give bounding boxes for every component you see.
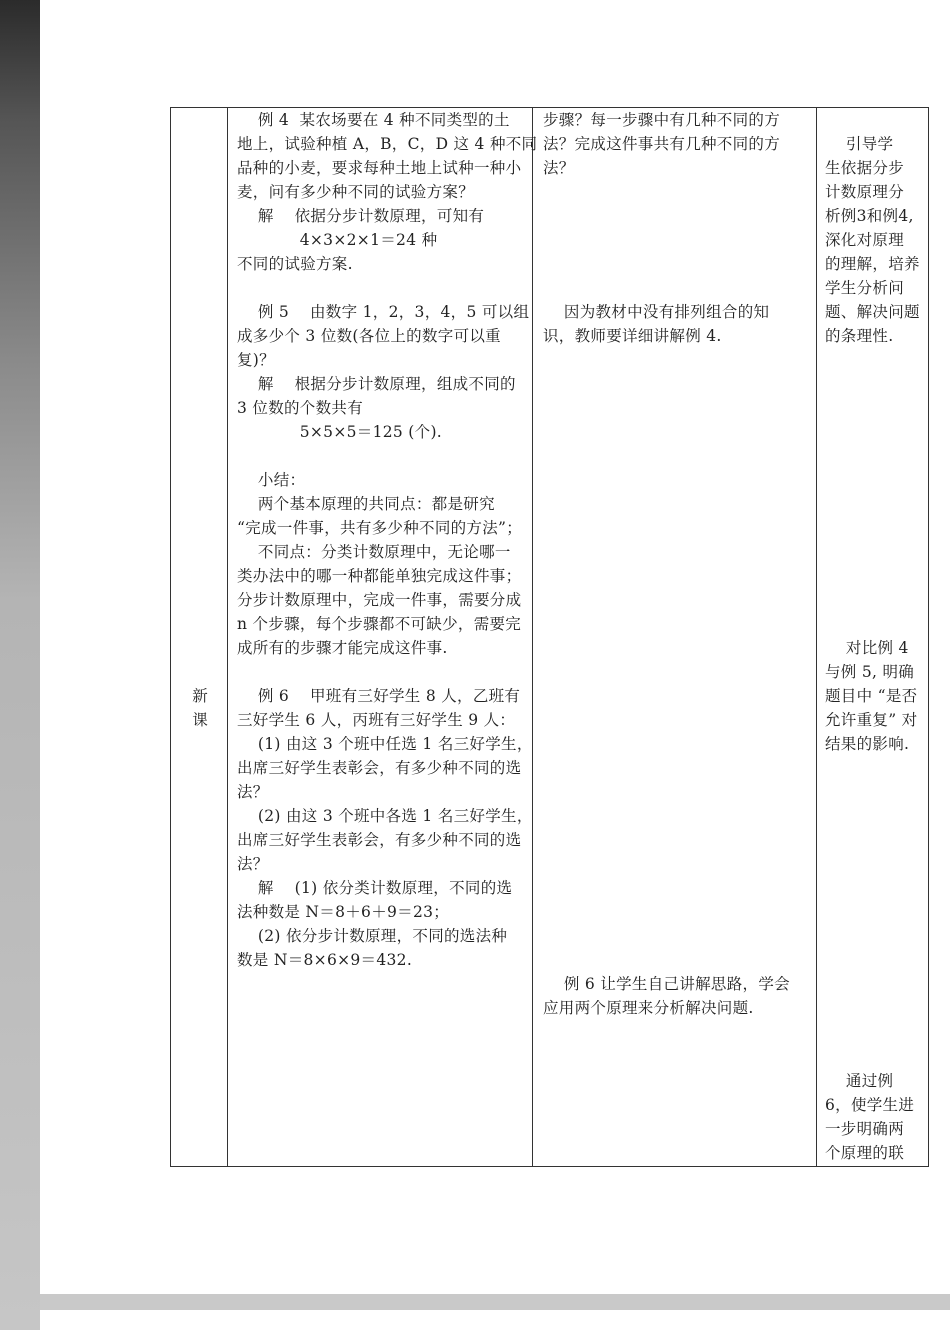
text-line: 成所有的步骤才能完成这件事. <box>237 639 448 657</box>
text-line: 解 (1) 依分类计数原理，不同的选 <box>237 879 513 897</box>
text-line: 出席三好学生表彰会，有多少种不同的选 <box>237 831 522 849</box>
text-line: 复)？ <box>237 351 275 369</box>
text-line <box>237 660 537 684</box>
column-divider-3 <box>816 107 817 1166</box>
text-line: 学生分析问 <box>825 279 905 297</box>
text-line: 品种的小麦，要求每种土地上试种一种小 <box>237 159 522 177</box>
text-line: 解 根据分步计数原理，组成不同的 <box>237 375 516 393</box>
text-line: 小结： <box>237 471 306 489</box>
text-line: 个原理的联 <box>825 1144 905 1162</box>
text-line: 深化对原理 <box>825 231 905 249</box>
text-line: 例 6 甲班有三好学生 8 人，乙班有 <box>237 687 521 705</box>
text-line: (2) 依分步计数原理，不同的选法种 <box>237 927 508 945</box>
section-label: 新课 <box>192 687 208 729</box>
text-line: 一步明确两 <box>825 1120 905 1138</box>
text-line: 的理解，培养 <box>825 255 920 273</box>
text-line: 解 依据分步计数原理，可知有 <box>237 207 485 225</box>
teacher-activity-top <box>543 108 780 180</box>
design-intent-c <box>825 1069 914 1165</box>
text-line <box>237 444 537 468</box>
text-line: 法？ <box>543 159 575 177</box>
text-line: 允许重复” 对 <box>825 711 918 729</box>
text-line: 法？ <box>237 783 269 801</box>
text-line: 对比例 4 <box>825 639 909 657</box>
column-divider-1 <box>227 107 228 1166</box>
text-line: 识，教师要详细讲解例 4. <box>543 327 722 345</box>
text-line: 6，使学生进 <box>825 1096 915 1114</box>
text-line: 出席三好学生表彰会，有多少种不同的选 <box>237 759 522 777</box>
text-line: 分步计数原理中，完成一件事，需要分成 <box>237 591 522 609</box>
teaching-content-column <box>237 108 537 972</box>
text-line: 4×3×2×1＝24 种 <box>237 231 438 249</box>
text-line: 麦，问有多少种不同的试验方案？ <box>237 183 475 201</box>
text-line: 步骤？每一步骤中有几种不同的方 <box>543 111 781 129</box>
text-line: 例 4 某农场要在 4 种不同类型的土 <box>237 111 510 129</box>
text-line: (1) 由这 3 个班中任选 1 名三好学生， <box>237 735 533 753</box>
text-line <box>237 276 537 300</box>
text-line: 3 位数的个数共有 <box>237 399 363 417</box>
design-intent-a <box>825 132 920 348</box>
text-line: 引导学 <box>825 135 894 153</box>
text-line: (2) 由这 3 个班中各选 1 名三好学生， <box>237 807 533 825</box>
scan-left-edge <box>0 0 40 1330</box>
text-line: “完成一件事，共有多少种不同的方法”； <box>237 519 523 537</box>
text-line: 法？ <box>237 855 269 873</box>
text-line: 的条理性. <box>825 327 894 345</box>
text-line: 法种数是 N＝8＋6＋9＝23； <box>237 903 450 921</box>
text-line: 成多少个 3 位数(各位上的数字可以重 <box>237 327 501 345</box>
text-line: 不同点：分类计数原理中，无论哪一 <box>237 543 511 561</box>
text-line: 例 5 由数字 1，2，3，4，5 可以组 <box>237 303 530 321</box>
design-intent-b <box>825 636 917 756</box>
text-line: 因为教材中没有排列组合的知 <box>543 303 770 321</box>
text-line: n 个步骤，每个步骤都不可缺少，需要完 <box>237 615 522 633</box>
text-line: 类办法中的哪一种都能单独完成这件事； <box>237 567 522 585</box>
teacher-activity-example6 <box>543 972 790 1020</box>
text-line: 三好学生 6 人，丙班有三好学生 9 人： <box>237 711 516 729</box>
text-line: 两个基本原理的共同点：都是研究 <box>237 495 495 513</box>
text-line: 题、解决问题 <box>825 303 920 321</box>
text-line: 地上，试验种植 A，B，C，D 这 4 种不同 <box>237 135 538 153</box>
text-line: 析例3和例4, <box>825 207 914 225</box>
text-line: 例 6 让学生自己讲解思路，学会 <box>543 975 790 993</box>
text-line: 不同的试验方案. <box>237 255 353 273</box>
text-line: 结果的影响. <box>825 735 910 753</box>
text-line: 应用两个原理来分析解决问题. <box>543 999 754 1017</box>
text-line: 5×5×5＝125 (个). <box>237 423 443 441</box>
text-line: 计数原理分 <box>825 183 905 201</box>
text-line: 题目中 “是否 <box>825 687 918 705</box>
text-line: 与例 5, 明确 <box>825 663 915 681</box>
text-line: 数是 N＝8×6×9＝432. <box>237 951 413 969</box>
text-line: 法？完成这件事共有几种不同的方 <box>543 135 781 153</box>
teacher-activity-note <box>543 300 769 348</box>
text-line: 通过例 <box>825 1072 894 1090</box>
text-line: 生依据分步 <box>825 159 905 177</box>
scan-bottom-edge <box>40 1294 950 1310</box>
